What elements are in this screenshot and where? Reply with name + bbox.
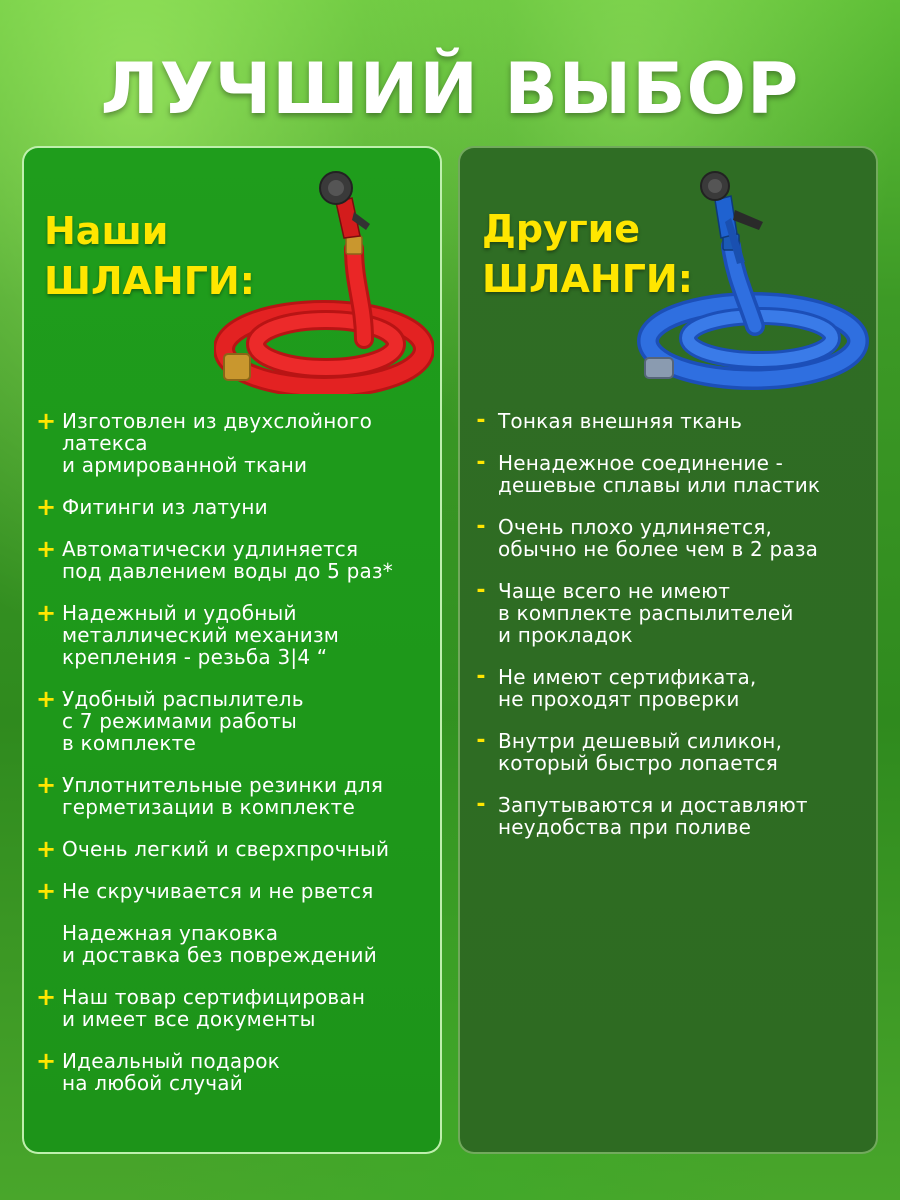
list-item — [24, 685, 440, 755]
list-item — [24, 877, 440, 905]
list-item — [24, 493, 440, 521]
list-item-text: Чаще всего не имеют в комплекте распылителей и прокладок — [498, 579, 794, 647]
our-hoses-panel — [22, 146, 442, 1154]
list-item — [460, 580, 876, 646]
other-hoses-panel — [458, 146, 878, 1154]
our-hoses-feature-list — [24, 407, 440, 1114]
list-item-text: Ненадежное соединение - дешевые сплавы или пластик — [498, 451, 821, 497]
list-item — [24, 771, 440, 819]
plus-marker: + — [36, 599, 57, 627]
plus-marker: + — [36, 835, 57, 863]
list-item-text: Очень плохо удлиняется, обычно не более чем в 2 раза — [498, 515, 819, 561]
plus-marker: + — [36, 535, 57, 563]
blue-hose-icon — [635, 166, 870, 396]
list-item — [460, 452, 876, 496]
plus-marker: + — [36, 685, 57, 713]
list-item-text: Не имеют сертификата, не проходят проверки — [498, 665, 757, 711]
list-item-text: Тонкая внешняя ткань — [498, 409, 743, 433]
minus-marker: - — [476, 408, 486, 433]
list-item-text: Фитинги из латуни — [62, 495, 268, 519]
list-item — [460, 410, 876, 432]
red-hose-icon — [214, 164, 434, 394]
minus-marker: - — [476, 578, 486, 603]
plus-marker: + — [36, 407, 57, 435]
other-hoses-title-line1: Другие — [482, 207, 641, 251]
list-item-text: Не скручивается и не рвется — [62, 879, 374, 903]
list-item-text: Уплотнительные резинки для герметизации в комплекте — [62, 773, 384, 819]
list-item — [24, 983, 440, 1031]
list-item — [24, 535, 440, 583]
list-item-text: Запутываются и доставляют неудобства при поливе — [498, 793, 808, 839]
list-item-text: Идеальный подарок на любой случай — [62, 1049, 280, 1095]
list-item-text: Надежная упаковка и доставка без повреждений — [62, 921, 377, 967]
minus-marker: - — [476, 664, 486, 689]
list-item — [24, 922, 440, 966]
minus-marker: - — [476, 450, 486, 475]
plus-marker: + — [36, 771, 57, 799]
list-item — [24, 1047, 440, 1095]
our-hoses-title-line2: ШЛАНГИ: — [44, 259, 255, 303]
plus-marker: + — [36, 877, 57, 905]
other-hoses-feature-list — [460, 410, 876, 858]
list-item — [460, 516, 876, 560]
plus-marker: + — [36, 1047, 57, 1075]
list-item — [460, 730, 876, 774]
other-hoses-title-line2: ШЛАНГИ: — [482, 257, 693, 301]
minus-marker: - — [476, 728, 486, 753]
our-hoses-title-line1: Наши — [44, 209, 169, 253]
list-item-text: Очень легкий и сверхпрочный — [62, 837, 390, 861]
plus-marker: + — [36, 493, 57, 521]
list-item — [24, 599, 440, 669]
list-item-text: Надежный и удобный металлический механизм крепления - резьба 3|4 “ — [62, 601, 340, 669]
list-item — [460, 794, 876, 838]
list-item — [24, 407, 440, 477]
list-item — [460, 666, 876, 710]
list-item-text: Изготовлен из двухслойного латекса и армированной ткани — [62, 409, 373, 477]
list-item-text: Автоматически удлиняется под давлением воды до 5 раз* — [62, 537, 393, 583]
list-item-text: Удобный распылитель с 7 режимами работы в комплекте — [62, 687, 304, 755]
list-item-text: Наш товар сертифицирован и имеет все документы — [62, 985, 366, 1031]
list-item-text: Внутри дешевый силикон, который быстро лопается — [498, 729, 783, 775]
headline: ЛУЧШИЙ ВЫБОР — [100, 48, 800, 130]
minus-marker: - — [476, 792, 486, 817]
minus-marker: - — [476, 514, 486, 539]
plus-marker: + — [36, 983, 57, 1011]
list-item — [24, 835, 440, 863]
